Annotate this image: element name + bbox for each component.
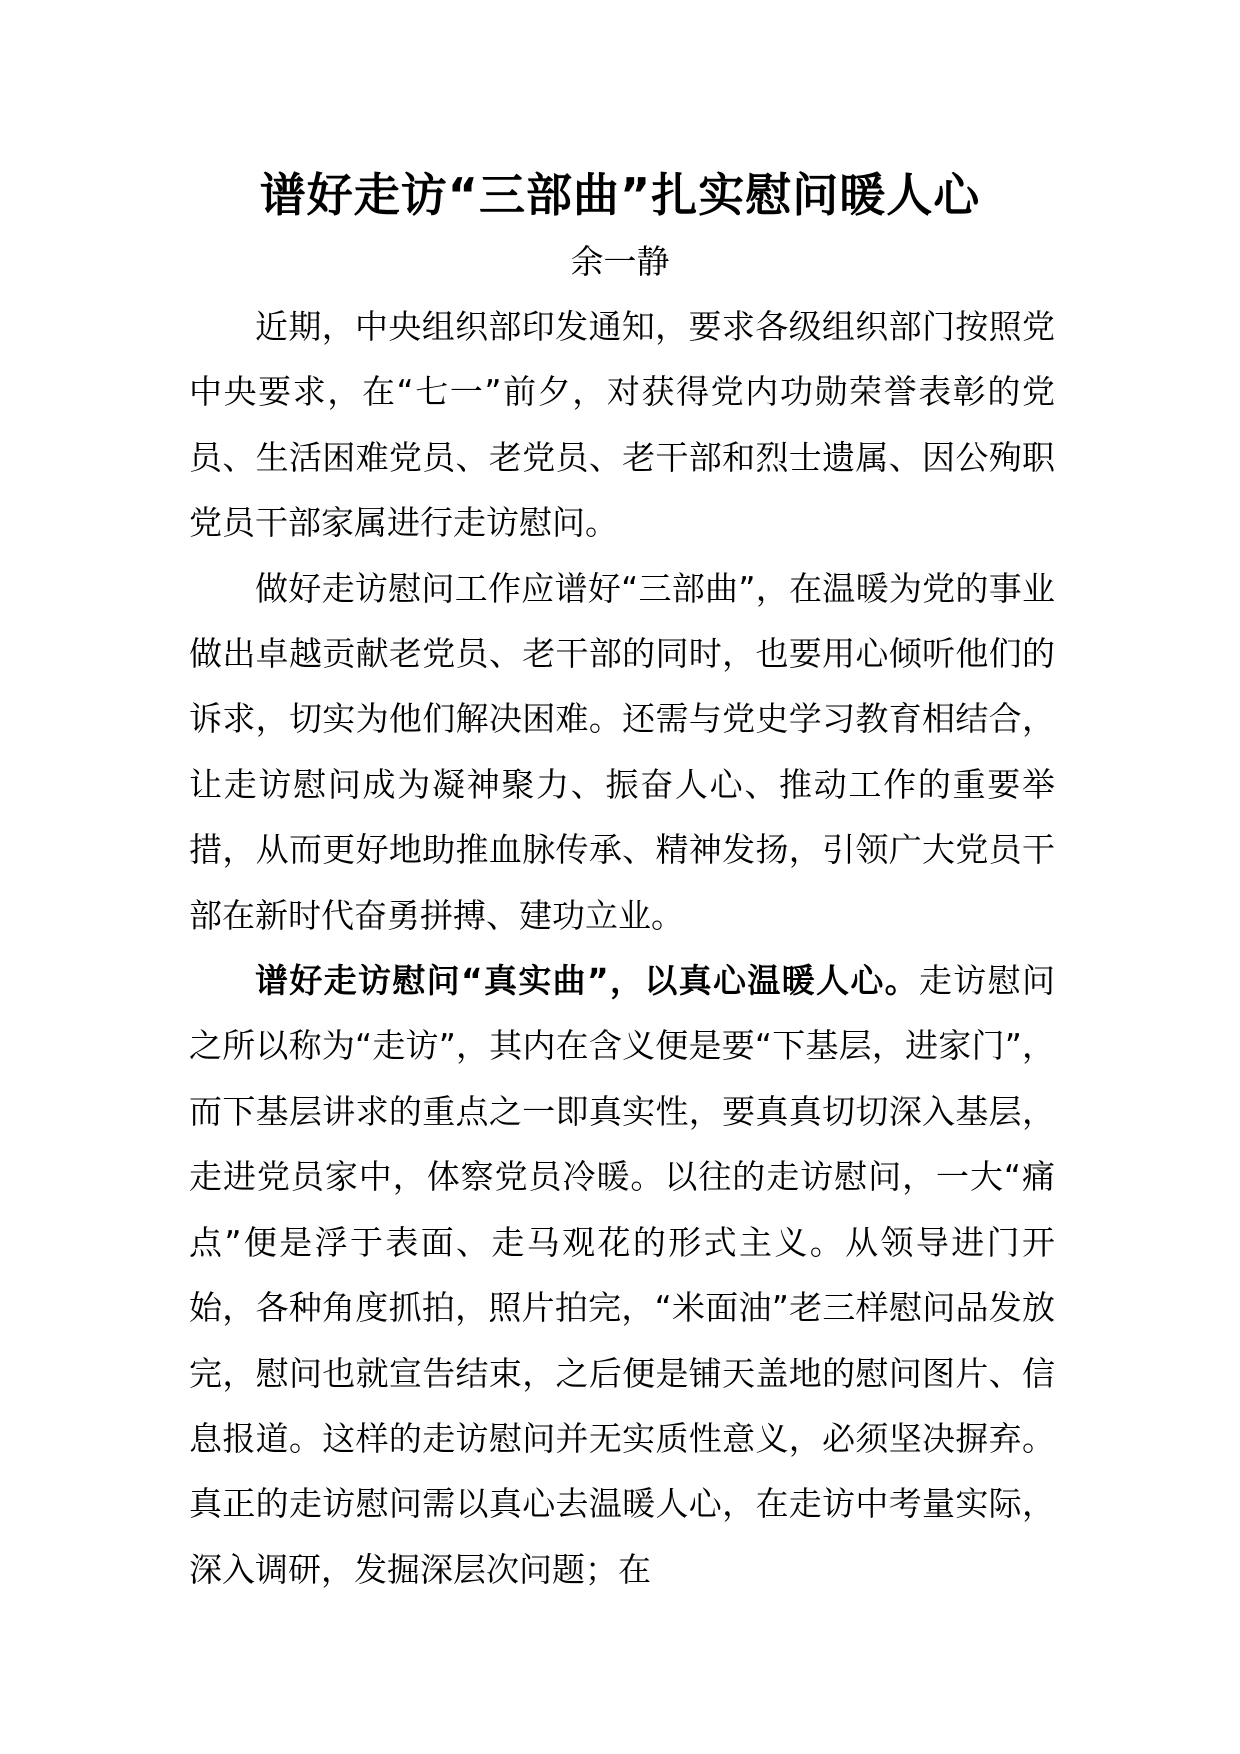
paragraph — [189, 556, 1055, 948]
paragraph-text: 做好走访慰问工作应谱好“三部曲”，在温暖为党的事业做出卓越贡献老党员、老干部的同时，也要用心倾听他们的诉求，切实为他们解决困难。还需与党史学习教育相结合，让走访慰问成为凝神聚力、振奋人心、推动工作的重要举措，从而更好地助推血脉传承、精神发扬，引领广大党员干部在新时代奋勇拼搏、建功立业。 — [189, 568, 1055, 935]
document-title: 谱好走访“三部曲”扎实慰问暖人心 — [259, 168, 981, 222]
document-body — [189, 294, 1055, 1602]
paragraph-text: 近期，中央组织部印发通知，要求各级组织部门按照党中央要求，在“七一”前夕，对获得党内功勋荣誉表彰的党员、生活困难党员、老党员、老干部和烈士遗属、因公殉职党员干部家属进行走访慰问。 — [189, 307, 1055, 543]
paragraph — [189, 948, 1055, 1602]
paragraph — [189, 294, 1055, 556]
paragraph-text: 走访慰问之所以称为“走访”，其内在含义便是要“下基层，进家门”，而下基层讲求的重点之一即真实性，要真真切切深入基层，走进党员家中，体察党员冷暖。以往的走访慰问，一大“痛点”便是浮于表面、走马观花的形式主义。从领导进门开始，各种角度抓拍，照片拍完，“米面油”老三样慰问品发放完，慰问也就宣告结束，之后便是铺天盖地的慰问图片、信息报道。这样的走访慰问并无实质性意义，必须坚决摒弃。真正的走访慰问需以真心去温暖人心，在走访中考量实际，深入调研，发掘深层次问题；在 — [189, 961, 1055, 1589]
document-author: 余一静 — [570, 242, 670, 281]
paragraph-lead: 谱好走访慰问“真实曲”，以真心温暖人心。 — [255, 961, 919, 1001]
